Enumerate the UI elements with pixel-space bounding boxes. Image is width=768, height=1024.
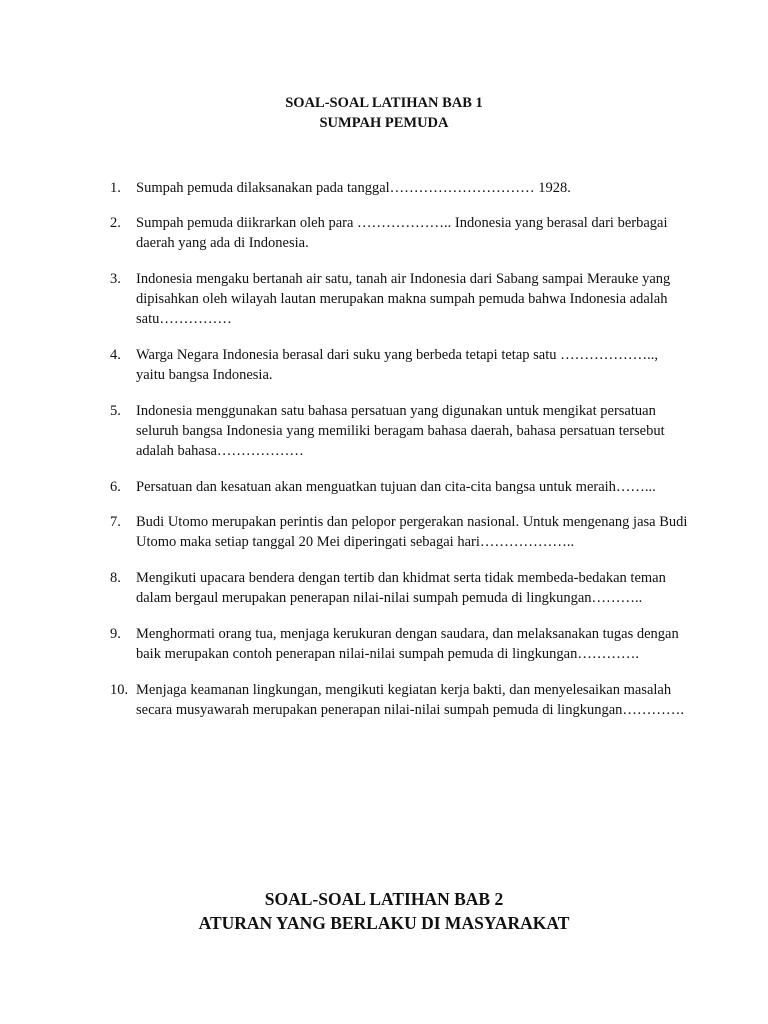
question-number: 5.	[110, 403, 121, 419]
question-item-5	[110, 401, 690, 461]
question-text: Indonesia menggunakan satu bahasa persatuan yang digunakan untuk mengikat persatuan seluruh bangsa Indonesia yang memiliki beragam bahasa daerah, bahasa persatuan tersebut adalah bahasa………………	[136, 403, 665, 459]
question-number: 2.	[110, 215, 121, 231]
section-1-subtitle: SUMPAH PEMUDA	[319, 115, 449, 131]
question-number: 4.	[110, 347, 121, 363]
question-number: 3.	[110, 271, 121, 287]
question-text: Sumpah pemuda dilaksanakan pada tanggal………………………… 1928.	[136, 180, 571, 196]
question-item-7	[110, 512, 690, 552]
question-number: 6.	[110, 479, 121, 495]
question-list	[110, 178, 690, 720]
question-text: Indonesia mengaku bertanah air satu, tanah air Indonesia dari Sabang sampai Merauke yang dipisahkan oleh wilayah lautan merupakan makna sumpah pemuda bahwa Indonesia adalah satu……………	[136, 271, 671, 327]
question-text: Menjaga keamanan lingkungan, mengikuti kegiatan kerja bakti, dan menyelesaikan masalah secara musyawarah merupakan penerapan nilai-nilai sumpah pemuda di lingkungan………….	[136, 682, 685, 718]
question-number: 1.	[110, 180, 121, 196]
question-item-10	[110, 680, 690, 720]
question-text: Menghormati orang tua, menjaga kerukuran dengan saudara, dan melaksanakan tugas dengan baik merupakan contoh penerapan nilai-nilai sumpah pemuda di lingkungan………….	[136, 626, 679, 662]
question-item-9	[110, 624, 690, 664]
question-number: 10.	[110, 682, 129, 698]
question-text: Mengikuti upacara bendera dengan tertib dan khidmat serta tidak membeda-bedakan teman dalam bergaul merupakan penerapan nilai-nilai sumpah pemuda di lingkungan………..	[136, 570, 666, 606]
question-text: Budi Utomo merupakan perintis dan pelopor pergerakan nasional. Untuk mengenang jasa Budi Utomo maka setiap tanggal 20 Mei diperingati sebagai hari………………..	[136, 514, 688, 550]
section-2-subtitle: ATURAN YANG BERLAKU DI MASYARAKAT	[198, 913, 570, 933]
section-1-heading	[0, 93, 768, 133]
question-text: Warga Negara Indonesia berasal dari suku yang berbeda tetapi tetap satu ……………….., yaitu bangsa Indonesia.	[136, 347, 658, 383]
question-number: 9.	[110, 626, 121, 642]
question-item-6	[110, 477, 690, 497]
question-item-1	[110, 178, 690, 198]
section-2-heading	[0, 887, 768, 935]
question-item-3	[110, 269, 690, 329]
question-text: Sumpah pemuda diikrarkan oleh para ……………….. Indonesia yang berasal dari berbagai daerah yang ada di Indonesia.	[136, 215, 668, 251]
section-2-title: SOAL-SOAL LATIHAN BAB 2	[264, 889, 504, 909]
question-item-8	[110, 568, 690, 608]
question-number: 8.	[110, 570, 121, 586]
question-text: Persatuan dan kesatuan akan menguatkan tujuan dan cita-cita bangsa untuk meraih……...	[136, 479, 656, 495]
section-1-title: SOAL-SOAL LATIHAN BAB 1	[285, 95, 483, 111]
question-item-4	[110, 345, 690, 385]
question-item-2	[110, 213, 690, 253]
question-number: 7.	[110, 514, 121, 530]
